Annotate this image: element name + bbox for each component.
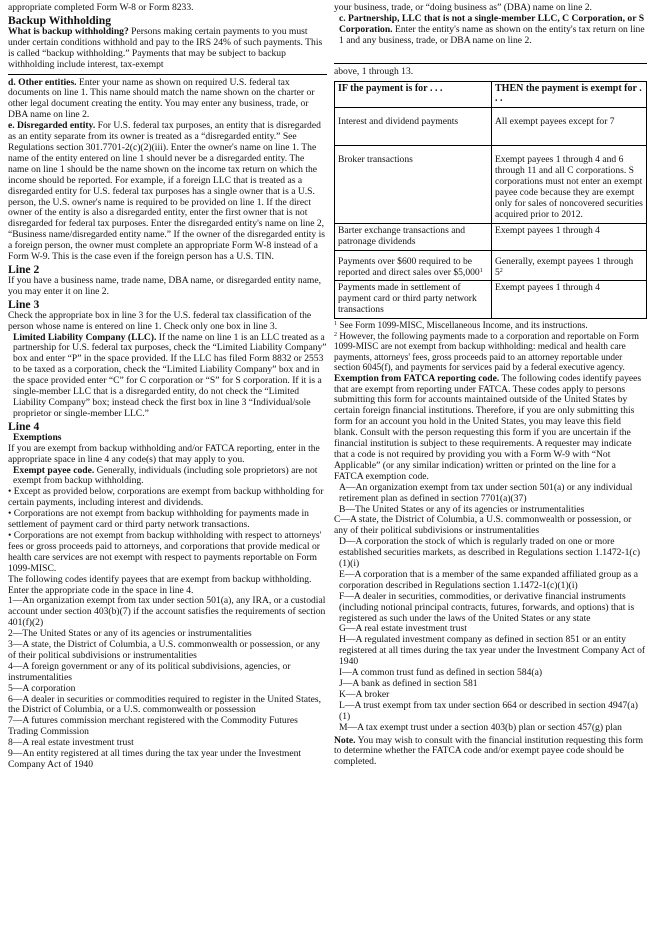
footnote-number: 2 <box>334 331 337 338</box>
fatca-paragraph <box>334 374 647 483</box>
fatca-code-item: H—A regulated investment company as defined in section 851 or an entity registered at all times during the tax year under the Investment Company Act of 1940 <box>339 634 646 668</box>
section-divider-left <box>8 71 327 75</box>
line4-heading: Line 4 <box>8 419 40 433</box>
exemptions-heading: Exemptions <box>13 431 62 443</box>
payee-code-item: 6—A dealer in securities or commodities required to register in the United States, the District of Columbia, or a U.S. commonwealth or possession <box>8 693 322 716</box>
llc-text: If the name on line 1 is an LLC treated as a partnership for U.S. federal tax purposes, check the “Limited Liability Company” box and enter “P” in the space provided. If the LLC has filed Form 8832 or 2553 to be taxed as a corporation, check the “Limited Liability Company” box and in the space provided enter “C” for C corporation or “S” for S corporation. If it is a single-member LLC that is a disregarded entity, do not check the “Limited Liability Company” box; instead check the first box in line 3 “Individual/sole proprietor or single-member LLC.” <box>13 331 327 419</box>
exempt-payee-table <box>334 81 647 320</box>
backup-withholding-text: Persons making certain payments to you must under certain conditions withhold and pay to the IRS 24% of such payments. This is called “backup withholding.” Payments that may be subject to backup withholding include interest, tax-exempt <box>8 25 323 70</box>
disregarded-entity-paragraph <box>8 121 327 263</box>
footnote-2 <box>334 332 647 374</box>
payee-code-item: 3—A state, the District of Columbia, a U.S. commonwealth or possession, or any of their political subdivisions or instrumentalities <box>8 639 321 661</box>
fatca-code-item: F—A dealer in securities, commodities, or derivative financial instruments (including notional principal contracts, futures, forwards, and options) that is registered as such under the laws of the United States or any state <box>339 590 635 624</box>
fatca-code-item: C—A state, the District of Columbia, a U.S. commonwealth or possession, or any of their political subdivisions or instrumentalities <box>334 514 632 537</box>
footnote-marker: 2 <box>499 267 503 274</box>
payee-code-item: 1—An organization exempt from tax under section 501(a), any IRA, or a custodial account under section 403(b)(7) if the account satisfies the requirements of section 401(f)(2) <box>8 595 326 629</box>
fatca-label: Exemption from FATCA reporting code. <box>334 372 500 384</box>
table-cell-payment <box>335 250 492 281</box>
payee-code-item: 8—A real estate investment trust <box>8 737 134 749</box>
payee-code-item: 7—A futures commission merchant registered with the Commodity Futures Trading Commission <box>8 715 298 738</box>
fatca-code-item: M—A tax exempt trust under a section 403(b) plan or section 457(g) plan <box>339 721 622 733</box>
left-top-line: appropriate completed Form W-8 or Form 8233. <box>8 2 194 13</box>
footnote-text: See Form 1099-MISC, Miscellaneous Income, and its instructions. <box>337 321 588 332</box>
table-cell-exempt: All exempt payees except for 7 <box>492 108 647 146</box>
table-row <box>335 108 647 146</box>
backup-withholding-heading: Backup Withholding <box>8 13 112 27</box>
other-entities-label: d. Other entities. <box>8 76 77 88</box>
fatca-code-item: E—A corporation that is a member of the same expanded affiliated group as a corporation described in Regulations section 1.1472-1(c)(1)(i) <box>339 568 638 591</box>
other-entities-text: Enter your name as shown on required U.S. federal tax documents on line 1. This name should match the name shown on the charter or other legal document creating the entity. You may enter any business, trade, or DBA name on line 2. <box>8 76 315 121</box>
fatca-code-item: I—A common trust fund as defined in section 584(a) <box>339 667 543 679</box>
table-cell-payment: Barter exchange transactions and patronage dividends <box>335 223 492 250</box>
disregarded-entity-label: e. Disregarded entity. <box>8 120 96 132</box>
right-top-section <box>334 3 647 47</box>
fatca-code-item: D—A corporation the stock of which is regularly traded on one or more established securities markets, as described in Regulations section 1.1472-1(c)(1)(i) <box>339 536 641 570</box>
note-text: You may wish to consult with the financial institution requesting this form to determine whether the FATCA code and/or exempt payee code should be completed. <box>334 734 644 768</box>
backup-withholding-question: What is backup withholding? <box>8 25 129 37</box>
left-top-section <box>8 3 327 71</box>
backup-withholding-paragraph <box>8 27 327 71</box>
table-cell-exempt <box>492 250 647 281</box>
table-row <box>335 281 647 319</box>
exempt-payee-paragraph <box>8 466 327 488</box>
partnership-label: c. Partnership, LLC that is not a single-member LLC, C Corporation, or S Corporation. <box>339 12 645 35</box>
llc-label: Limited Liability Company (LLC). <box>13 331 157 343</box>
bullet-item: • Corporations are not exempt from backup withholding with respect to attorneys' fees or gross proceeds paid to attorneys, and corporations that provide medical or health care services are not exempt with respect to payments reportable on Form 1099-MISC. <box>8 529 322 574</box>
other-entities-paragraph <box>8 78 327 122</box>
footnote-text: However, the following payments made to a corporation and reportable on Form 1099-MISC are not exempt from backup withholding: medical and health care payments, attorneys' fees, gross proceeds paid to an attorney reportable under section 6045(f), and payments for services paid by a federal executive agency. <box>334 331 639 374</box>
table-header-if: IF the payment is for . . . <box>335 81 492 108</box>
exempt-payee-text: Generally, individuals (including sole proprietors) are not exempt from backup withholding. <box>13 464 318 487</box>
right-main-section <box>334 67 647 769</box>
payee-code-item: 2—The United States or any of its agencies or instrumentalities <box>8 628 252 640</box>
table-header-row <box>335 81 647 108</box>
table-cell-exempt: Exempt payees 1 through 4 <box>492 281 647 319</box>
exempt-text: Generally, exempt payees 1 through 5 <box>495 255 634 278</box>
exempt-payee-label: Exempt payee code. <box>13 464 95 476</box>
line2-text: If you have a business name, trade name, DBA name, or disregarded entity name, you may enter it on line 2. <box>8 274 322 297</box>
llc-paragraph <box>8 333 327 420</box>
disregarded-entity-text: For U.S. federal tax purposes, an entity that is disregarded as an entity separate from its owner is treated as a “disregarded entity.” See Regulations section 301.7701-2(c)(2)(iii). Enter the owner's name on line 1. The name of the entity entered on line 1 should never be a disregarded entity. The name on line 1 should be the name shown on the income tax return on which the income should be reported. For example, if a foreign LLC that is treated as a disregarded entity for U.S. federal tax purposes has a single owner that is a U.S. person, the U.S. owner's name is required to be provided on line 1. If the direct owner of the entity is also a disregarded entity, enter the first owner that is not disregarded for federal tax purposes. Enter the disregarded entity's name on line 2, “Business name/disregarded entity name.” If the owner of the disregarded entity is a foreign person, the owner must complete an appropriate Form W-8 instead of a Form W-9. This is the case even if the foreign person has a U.S. TIN. <box>8 120 326 263</box>
fatca-code-item: A—An organization exempt from tax under section 501(a) or any individual retirement plan as defined in section 7701(a)(37) <box>339 481 633 504</box>
fatca-code-item: J—A bank as defined in section 581 <box>339 678 478 689</box>
payee-code-item: 9—An entity registered at all times during the tax year under the Investment Company Act of 1940 <box>8 748 302 770</box>
left-column <box>8 3 327 771</box>
fatca-code-item: K—A broker <box>339 688 390 700</box>
partnership-paragraph <box>334 14 647 47</box>
table-cell-exempt: Exempt payees 1 through 4 and 6 through 11 and all C corporations. S corporations must not enter an exempt payee code because they are exempt only for sales of noncovered securities acquired prior to 2012. <box>492 146 647 223</box>
partnership-text: Enter the entity's name as shown on the entity's tax return on line 1 and any business, trade, or DBA name on line 2. <box>339 23 645 46</box>
footnote-marker: 1 <box>479 267 483 274</box>
left-main-section <box>8 78 327 771</box>
section-divider-right <box>334 61 647 64</box>
right-column <box>334 3 647 768</box>
bullet-item: • Corporations are not exempt from backup withholding for payments made in settlement of payment card or third party network transactions. <box>8 508 309 531</box>
above-text: above, 1 through 13. <box>334 65 414 77</box>
exemptions-text: If you are exempt from backup withholding and/or FATCA reporting, enter in the appropriate space in line 4 any code(s) that may apply to you. <box>8 442 320 465</box>
note-paragraph <box>334 736 647 769</box>
fatca-text: The following codes identify payees that are exempt from reporting under FATCA. These codes apply to persons submitting this form for accounts maintained outside of the United States by certain foreign financial institutions. Therefore, if you are only submitting this form for an account you hold in the United States, you may leave this field blank. Consult with the person requesting this form if you are uncertain if the financial institution is subject to these requirements. A requester may indicate that a code is not required by providing you with a Form W-9 with “Not Applicable” (or any similar indication) written or printed on the line for a FATCA exemption code. <box>334 372 642 482</box>
table-row <box>335 250 647 281</box>
table-cell-exempt: Exempt payees 1 through 4 <box>492 223 647 250</box>
table-cell-payment: Interest and dividend payments <box>335 108 492 146</box>
payee-code-item: 4—A foreign government or any of its political subdivisions, agencies, or instrumentalities <box>8 660 291 683</box>
payment-text: Payments over $600 required to be reported and direct sales over $5,000 <box>338 255 480 278</box>
line2-heading: Line 2 <box>8 262 40 276</box>
line3-heading: Line 3 <box>8 297 40 311</box>
table-cell-payment: Broker transactions <box>335 146 492 223</box>
fatca-code-item: B—The United States or any of its agencies or instrumentalities <box>339 503 585 515</box>
bullet-item: • Except as provided below, corporations are exempt from backup withholding for certain payments, including interest and dividends. <box>8 486 324 509</box>
line3-text: Check the appropriate box in line 3 for the U.S. federal tax classification of the person whose name is entered on line 1. Check only one box in line 3. <box>8 309 312 332</box>
footnote-number: 1 <box>334 321 337 328</box>
codes-intro: The following codes identify payees that are exempt from backup withholding. Enter the appropriate code in the space in line 4. <box>8 573 312 596</box>
table-header-then: THEN the payment is exempt for . . . <box>492 81 647 108</box>
table-cell-payment: Payments made in settlement of payment card or third party network transactions <box>335 281 492 319</box>
table-row <box>335 146 647 223</box>
note-label: Note. <box>334 734 356 746</box>
fatca-code-item: L—A trust exempt from tax under section 664 or described in section 4947(a)(1) <box>339 699 638 722</box>
table-row <box>335 223 647 250</box>
payee-code-item: 5—A corporation <box>8 682 76 694</box>
footnote-1 <box>334 321 647 332</box>
right-top-line: your business, trade, or “doing business as” (DBA) name on line 2. <box>334 2 592 13</box>
fatca-code-item: G—A real estate investment trust <box>339 623 467 635</box>
